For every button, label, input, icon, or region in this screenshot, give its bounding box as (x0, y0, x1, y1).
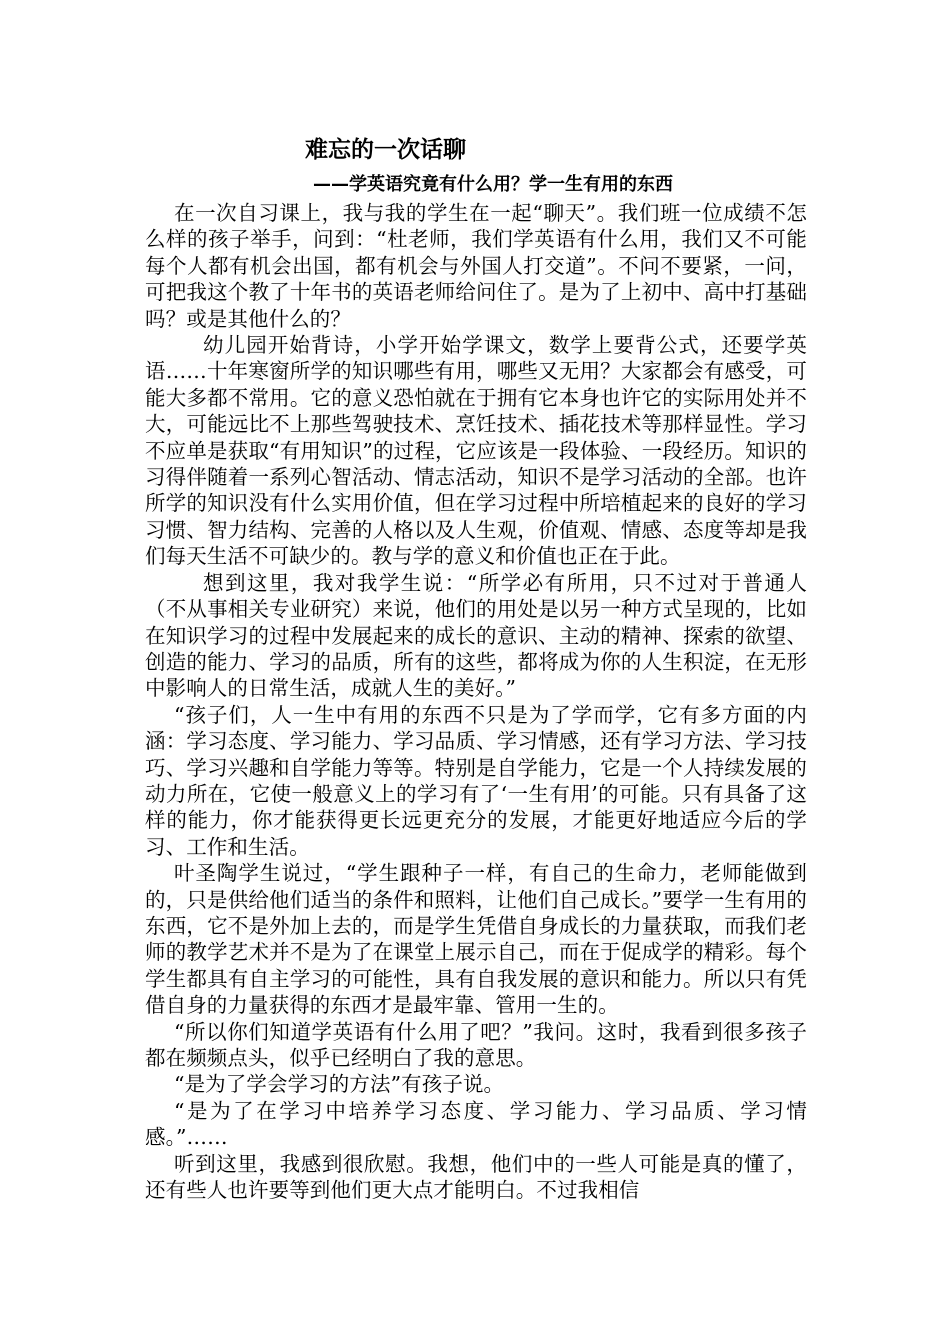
paragraph-8: “是为了在学习中培养学习态度、学习能力、学习品质、学习情感。”…… (145, 1098, 807, 1150)
paragraph-3: 想到这里，我对我学生说：“所学必有所用，只不过对于普通人（不从事相关专业研究）来说，他们的用处是以另一种方式呈现的，比如在知识学习的过程中发展起来的成长的意识、主动的精神、探索的欲望、创造的能力、学习的品质，所有的这些，都将成为你的人生积淀，在无形中影响人的日常生活，成就人生的美好。” (145, 570, 807, 701)
paragraph-7: “是为了学会学习的方法”有孩子说。 (174, 1072, 505, 1097)
paragraph-5: 叶圣陶学生说过，“学生跟种子一样，有自己的生命力，老师能做到的，只是供给他们适当的条件和照料，让他们自己成长。”要学一生有用的东西，它不是外加上去的，而是学生凭借自身成长的力量获取，而我们老师的教学艺术并不是为了在课堂上展示自己，而在于促成学的精彩。每个学生都具有自主学习的可能性，具有自我发展的意识和能力。所以只有凭借自身的力量获得的东西才是最牢靠、管用一生的。 (145, 861, 807, 1018)
document-page (145, 130, 807, 1203)
paragraph-9: 听到这里，我感到很欣慰。我想，他们中的一些人可能是真的懂了，还有些人也许要等到他们更大点才能明白。不过我相信 (145, 1151, 807, 1203)
paragraph-1: 在一次自习课上，我与我的学生在一起“聊天”。我们班一位成绩不怎么样的孩子举手，问到：“杜老师，我们学英语有什么用，我们又不可能每个人都有机会出国，都有机会与外国人打交道”。不问不要紧，一问，可把我这个教了十年书的英语老师给问住了。是为了上初中、高中打基础吗？或是其他什么的？ (145, 201, 807, 331)
document-title: 难忘的一次话聊 (305, 137, 466, 163)
paragraph-6: “所以你们知道学英语有什么用了吧？”我问。这时，我看到很多孩子都在频频点头，似乎已经明白了我的意思。 (145, 1019, 807, 1070)
document-subtitle: ——学英语究竟有什么用？学一生有用的东西 (313, 174, 673, 195)
paragraph-2: 幼儿园开始背诗，小学开始学课文，数学上要背公式，还要学英语……十年寒窗所学的知识哪些有用，哪些又无用？大家都会有感受，可能大多都不常用。它的意义恐怕就在于拥有它本身也许它的实际用处并不大，可能远比不上那些驾驶技术、烹饪技术、插花技术等那样显性。学习不应单是获取“有用知识”的过程，它应该是一段体验、一段经历。知识的习得伴随着一系列心智活动、情志活动，知识不是学习活动的全部。也许所学的知识没有什么实用价值，但在学习过程中所培植起来的良好的学习习惯、智力结构、完善的人格以及人生观，价值观、情感、态度等却是我们每天生活不可缺少的。教与学的意义和价值也正在于此。 (145, 333, 807, 569)
paragraph-4: “孩子们，人一生中有用的东西不只是为了学而学，它有多方面的内涵：学习态度、学习能力、学习品质、学习情感，还有学习方法、学习技巧、学习兴趣和自学能力等等。特别是自学能力，它是一个人持续发展的动力所在，它使一般意义上的学习有了‘一生有用’的可能。只有具备了这样的能力，你才能获得更长远更充分的发展，才能更好地适应今后的学习、工作和生活。 (145, 702, 807, 859)
